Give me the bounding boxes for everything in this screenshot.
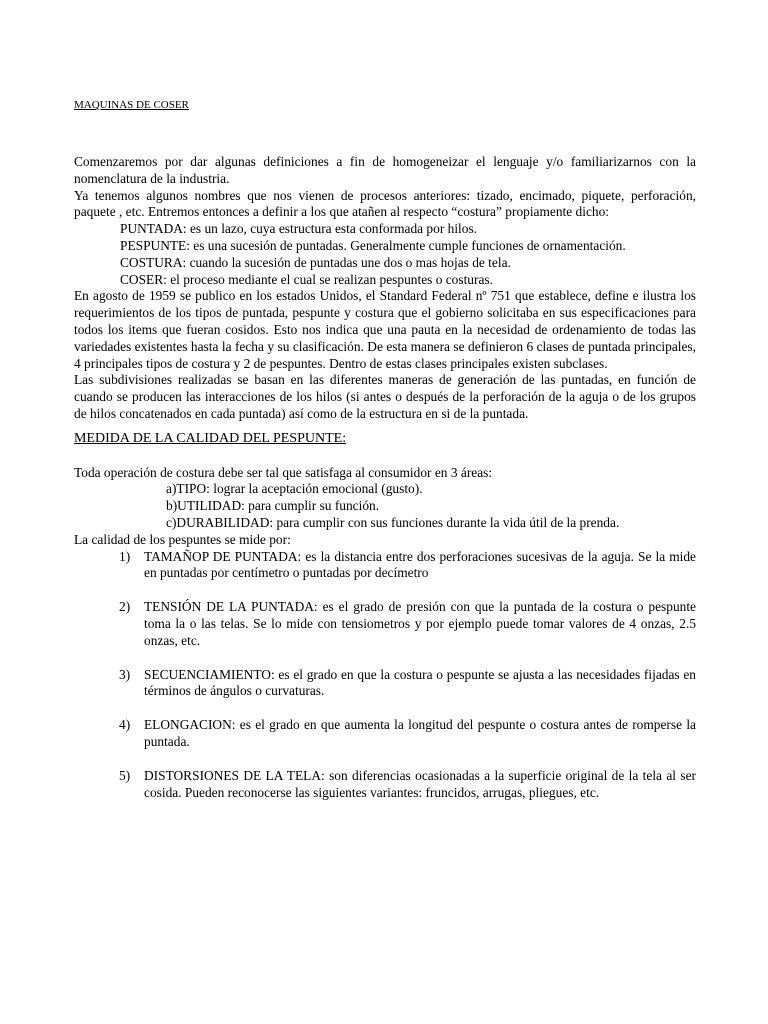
quality-item: [74, 717, 696, 751]
quality-item-number: 2): [119, 599, 131, 615]
quality-intro: La calidad de los pespuntes se mide por:: [74, 531, 291, 547]
definition-puntada: PUNTADA: es un lazo, cuya estructura esta conformada por hilos.: [120, 221, 478, 237]
quality-item: [74, 768, 696, 802]
intro-paragraph-2: Ya tenemos algunos nombres que nos vienen de procesos anteriores: tizado, encimado, piquete, perforación, paquete , etc. Entremos entonces a definir a los que atañen al respecto “costura” propiamente dicho:: [74, 187, 696, 220]
standard-paragraph: En agosto de 1959 se publico en los estados Unidos, el Standard Federal nº 751 que establece, define e ilustra los requerimientos de los tipos de puntada, pespunte y costura que el gobierno solicitaba en sus especificaciones para todos los items que fueran cosidos. Esto nos indica que una pauta en la necesidad de ordenamiento de todas las variedades existentes hasta la fecha y su clasificación. De esta manera se definieron 6 clases de puntada principales, 4 principales tipos de costura y 2 de pespuntes. Dentro de estas clases principales existen subclases.: [74, 288, 696, 371]
intro-paragraph-1: Comenzaremos por dar algunas definiciones a fin de homogeneizar el lenguaje y/o familiarizarnos con la nomenclatura de la industria.: [74, 154, 696, 186]
quality-item-text: TENSIÓN DE LA PUNTADA: es el grado de presión con que la puntada de la costura o pespunte toma la o las telas. Se lo mide con tensiometros y por ejemplo puede tomar valores de 4 onzas, 2.5 onzas, etc.: [144, 599, 696, 648]
quality-item-number: 5): [119, 767, 131, 783]
definition-coser: COSER: el proceso mediante el cual se realizan pespuntes o costuras.: [120, 271, 493, 287]
quality-item-number: 4): [119, 717, 131, 733]
subdivisions-paragraph: Las subdivisiones realizadas se basan en las diferentes maneras de generación de las puntadas, en función de cuando se producen las interacciones de los hilos (si antes o después de la perforación de la aguja o de los grupos de hilos concatenados en cada puntada) así como de la estructura en si de la puntada.: [74, 372, 696, 421]
area-item: a)TIPO: lograr la aceptación emocional (gusto).: [166, 481, 423, 497]
quality-item: [74, 599, 696, 649]
areas-list: [74, 481, 696, 531]
quality-item-text: DISTORSIONES DE LA TELA: son diferencias ocasionadas a la superficie original de la tela al ser cosida. Pueden reconocerse las siguientes variantes: fruncidos, arrugas, pliegues, etc.: [144, 767, 696, 800]
document-title: MAQUINAS DE COSER: [74, 99, 189, 111]
section-title: MEDIDA DE LA CALIDAD DEL PESPUNTE:: [74, 430, 347, 446]
definition-pespunte: PESPUNTE: es una sucesión de puntadas. Generalmente cumple funciones de ornamentación.: [120, 237, 626, 253]
definition-costura: COSTURA: cuando la sucesión de puntadas une dos o mas hojas de tela.: [120, 254, 511, 270]
quality-item-text: TAMAÑOP DE PUNTADA: es la distancia entre dos perforaciones sucesivas de la aguja. Se la mide en puntadas por centímetro o puntadas por decímetro: [144, 548, 696, 581]
quality-list: [74, 549, 696, 802]
document-body: [74, 154, 696, 818]
quality-item-text: ELONGACION: es el grado en que aumenta la longitud del pespunte o costura antes de romperse la puntada.: [144, 717, 696, 749]
section-intro: Toda operación de costura debe ser tal que satisfaga al consumidor en 3 áreas:: [74, 464, 493, 480]
quality-item-number: 3): [119, 666, 131, 682]
spacer: [74, 448, 696, 465]
quality-item: [74, 667, 696, 701]
area-item: b)UTILIDAD: para cumplir su función.: [166, 498, 380, 514]
quality-item-text: SECUENCIAMIENTO: es el grado en que la costura o pespunte se ajusta a las necesidades fijadas en términos de ángulos o curvaturas.: [144, 666, 696, 699]
quality-item-number: 1): [119, 548, 131, 564]
quality-item: [74, 549, 696, 583]
area-item: c)DURABILIDAD: para cumplir con sus funciones durante la vida útil de la prenda.: [166, 514, 620, 530]
